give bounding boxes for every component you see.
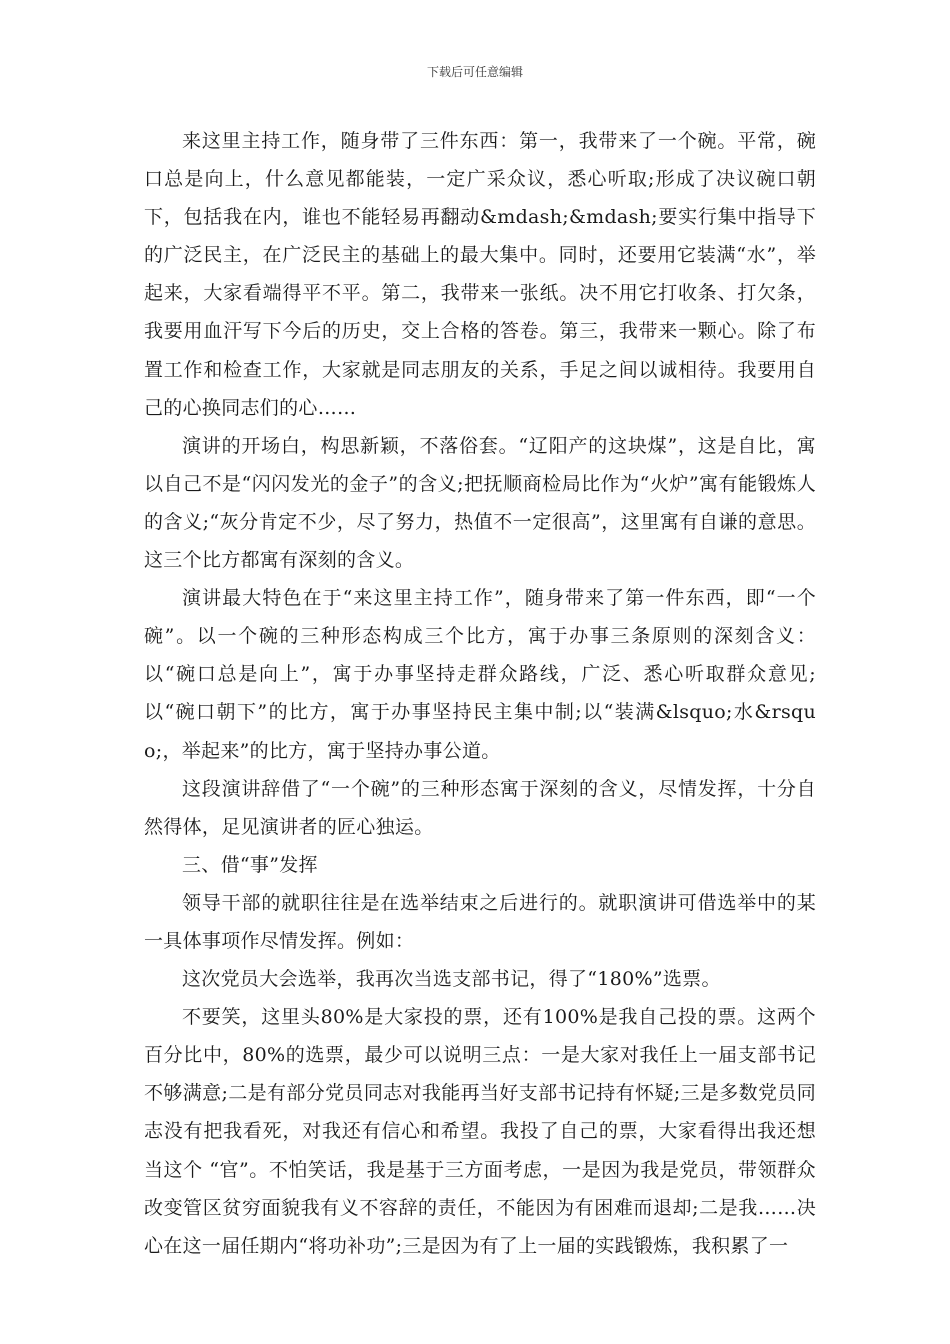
paragraph-7: 不要笑，这里头80%是大家投的票，还有100%是我自己投的票。这两个百分比中，80%的选票，最少可以说明三点：一是大家对我任上一届支部书记不够满意;二是有部分党员同志对我能再当好支部书记持有怀疑;三是多数党员同志没有把我看死，对我还有信心和希望。我投了自己的票，大家看得出我还想当这个 “官”。不怕笑话，我是基于三方面考虑，一是因为我是党员，带领群众改变管区贫穷面貌我有义不容辞的责任，不能因为有困难而退却;二是我……决心在这一届任期内“将功补功”;三是因为有了上一届的实践锻炼，我积累了一 <box>144 1006 816 1257</box>
paragraph-4: 这段演讲辞借了“一个碗”的三种形态寓于深刻的含义，尽情发挥，十分自然得体，足见演讲者的匠心独运。 <box>144 777 816 838</box>
paragraph-6: 这次党员大会选举，我再次当选支部书记，得了“180%”选票。 <box>182 968 721 991</box>
page-header: 下载后可任意编辑 <box>426 65 523 79</box>
paragraph-2: 演讲的开场白，构思新颖，不落俗套。“辽阳产的这块煤”，这是自比，寓以自己不是“闪闪发光的金子”的含义;把抚顺商检局比作为“火炉”寓有能锻炼人的含义;“灰分肯定不少，尽了努力，热值不一定很高”，这里寓有自谦的意思。这三个比方都寓有深刻的含义。 <box>144 434 816 572</box>
section-heading: 三、借“事”发挥 <box>182 853 318 876</box>
paragraph-1: 来这里主持工作，随身带了三件东西：第一，我带来了一个碗。平常，碗口总是向上，什么意见都能装，一定广采众议，悉心听取;形成了决议碗口朝下，包括我在内，谁也不能轻易再翻动&mdash;&mdash;要实行集中指导下的广泛民主，在广泛民主的基础上的最大集中。同时，还要用它装满“水”，举起来，大家看端得平不平。第二，我带来一张纸。决不用它打收条、打欠条，我要用血汗写下今后的历史，交上合格的答卷。第三，我带来一颗心。除了布置工作和检查工作，大家就是同志朋友的关系，手足之间以诚相待。我要用自己的心换同志们的心…… <box>144 130 816 419</box>
paragraph-5: 领导干部的就职往往是在选举结束之后进行的。就职演讲可借选举中的某一具体事项作尽情发挥。例如： <box>144 891 816 952</box>
paragraph-3: 演讲最大特色在于“来这里主持工作”，随身带来了第一件东西，即“一个碗”。以一个碗的三种形态构成三个比方，寓于办事三条原则的深刻含义：以“碗口总是向上”，寓于办事坚持走群众路线，广泛、悉心听取群众意见;以“碗口朝下”的比方，寓于办事坚持民主集中制;以“装满&lsquo;水&rsquo;，举起来”的比方，寓于坚持办事公道。 <box>144 587 816 762</box>
document-body <box>144 122 816 1265</box>
